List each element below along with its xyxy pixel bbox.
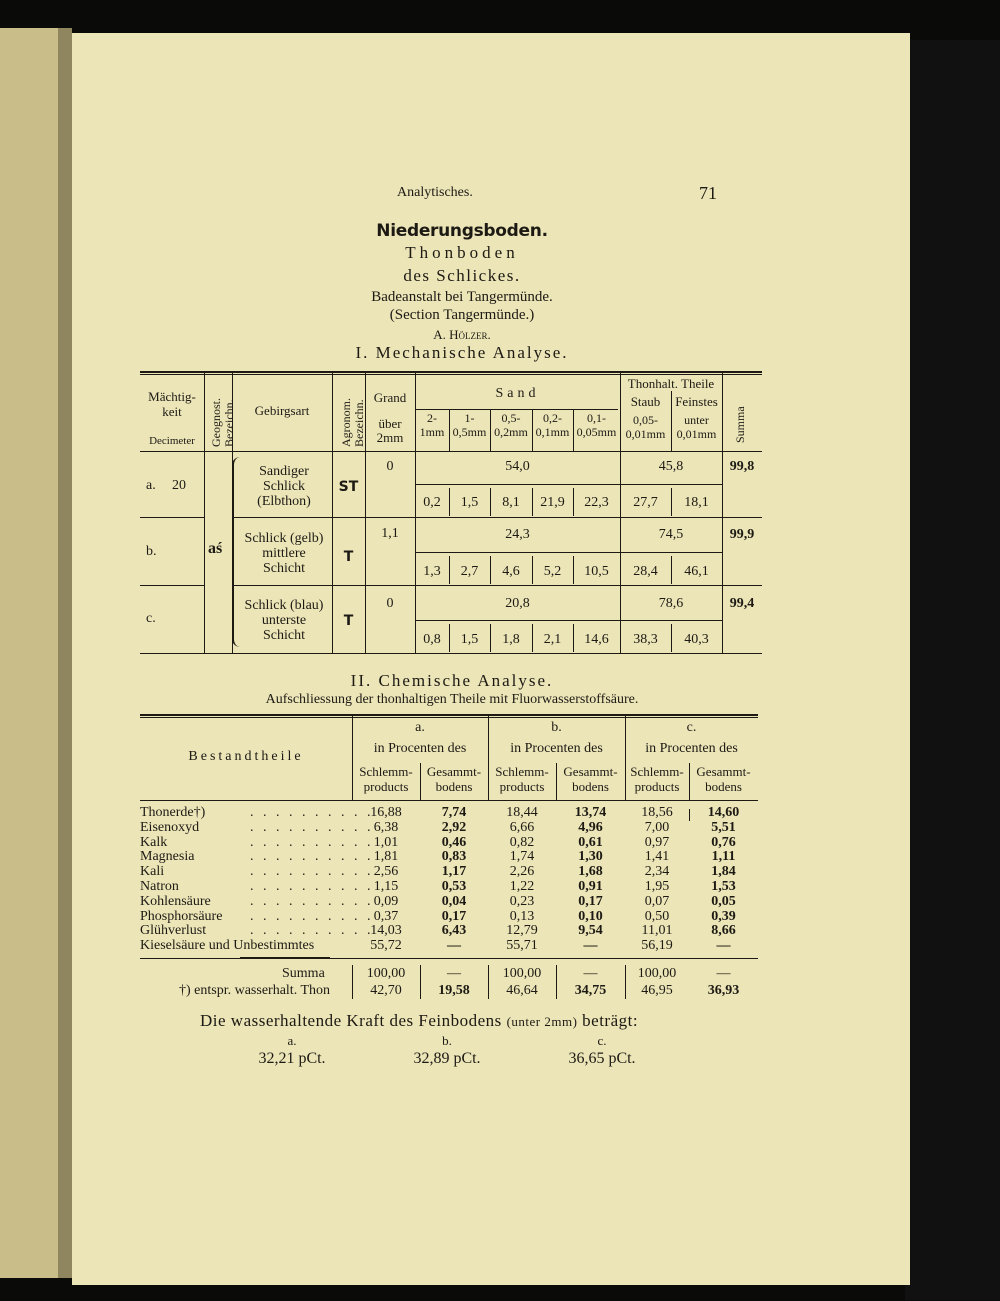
chem-cell: 0,07 (644, 893, 670, 909)
group-c: c. (686, 720, 697, 735)
kraft-sentence-a: Die wasserhaltende Kraft des Feinbodens (200, 1011, 502, 1030)
row-thon-total: 78,6 (658, 596, 684, 611)
col-gebirgsart: Gebirgsart (254, 403, 310, 418)
chem-cell: 0,23 (509, 893, 535, 909)
footnote-label: †) entspr. wasserhalt. Thon (179, 983, 330, 998)
chem-row-name: Natron (140, 879, 179, 894)
col-sand: Sand (495, 386, 540, 401)
row-summa: 99,8 (729, 459, 755, 474)
col-agronom: Agronom. Bezeichn. (339, 398, 366, 447)
book-gutter (58, 28, 72, 1278)
group-sub: in Procenten des (373, 741, 467, 756)
leader-dots: . . . . . . . . . . (250, 908, 374, 924)
sand-cell: 1,5 (460, 632, 479, 647)
chem-cell: 2,92 (441, 819, 467, 835)
chem-cell: 0,37 (373, 908, 399, 924)
chem-cell: 11,01 (641, 923, 673, 939)
kraft-sentence-c: beträgt: (582, 1011, 639, 1030)
geognost-symbol: aś (208, 540, 223, 557)
row-gebirgsart: Schlick (blau) unterste Schicht (244, 598, 324, 643)
chem-row-name: Magnesia (140, 849, 195, 865)
col-staub-sub: 0,05- 0,01mm (625, 413, 666, 441)
author: A. Hölzer. (433, 327, 491, 342)
chem-row-name: Kohlensäure (140, 893, 211, 909)
leader-dots: . . . . . . . . . . (250, 879, 374, 894)
chem-cell: 1,81 (373, 849, 399, 865)
row-thon-total: 45,8 (658, 459, 684, 474)
chem-cell: 2,34 (644, 864, 670, 880)
thon-cell: 46,1 (684, 564, 709, 579)
chem-cell: 0,61 (578, 834, 603, 850)
chem-cell: 13,74 (574, 805, 607, 820)
sub-gesammt: Gesammt- bodens (696, 764, 751, 794)
row-summa: 99,9 (729, 527, 755, 542)
chem-cell: 0,05 (711, 893, 736, 909)
col-staub: Staub (630, 394, 661, 409)
chem-cell: 6,38 (373, 819, 399, 835)
row-label: c. (146, 611, 156, 626)
chem-cell: 0,09 (373, 893, 399, 909)
chem-cell: 16,88 (370, 805, 402, 820)
chem-cell: 1,53 (711, 879, 736, 894)
group-sub: in Procenten des (645, 741, 738, 756)
summa-cell: — (447, 966, 461, 981)
chem-cell: 1,15 (373, 879, 399, 894)
chem-cell: — (716, 938, 731, 954)
row-agronom: T (343, 613, 354, 629)
row-summa: 99,4 (729, 596, 755, 611)
row-agronom: ST (338, 479, 359, 495)
col-feinstes: Feinstes (675, 394, 718, 409)
sand-cell: 0,2 (423, 495, 441, 510)
title-niederungsboden: Niederungsboden. (376, 221, 548, 241)
chem-cell: 1,41 (644, 849, 670, 865)
chem-cell: 0,91 (578, 879, 603, 894)
col-maechtigkeit: Mächtig- keit (148, 389, 196, 419)
kraft-value-b: 32,89 pCt. (413, 1050, 481, 1067)
col-geognost: Geognost. Bezeichn. (209, 398, 236, 447)
group-b: b. (551, 720, 562, 735)
chem-cell: 0,50 (644, 908, 670, 924)
sub-gesammt: Gesammt- bodens (563, 764, 618, 794)
sand-cell: 14,6 (584, 632, 609, 647)
leader-dots: . . . . . . . . . . (250, 923, 374, 939)
sand-cell: 2,7 (460, 564, 479, 579)
col-grand: Grand (373, 390, 407, 405)
sand-cell: 8,1 (502, 495, 520, 510)
thon-cell: 18,1 (684, 495, 709, 510)
summa-label: Summa (282, 966, 325, 981)
chem-cell: 1,68 (578, 864, 603, 880)
chem-heading: II. Chemische Analyse. (350, 671, 554, 690)
section: (Section Tangermünde.) (389, 307, 535, 323)
chem-cell: 1,95 (644, 879, 670, 894)
chem-cell: 2,26 (509, 864, 535, 880)
chem-cell: 0,53 (441, 879, 467, 894)
chem-row-name: Kali (140, 864, 165, 880)
title-des-schlickes: des Schlickes. (403, 266, 521, 285)
group-a: a. (415, 720, 425, 735)
chem-row-name: Kalk (140, 834, 168, 850)
chem-cell: 1,84 (711, 864, 736, 880)
row-label: b. (146, 544, 157, 559)
sand-cell: 1,5 (460, 495, 479, 510)
chem-cell: 14,03 (370, 923, 402, 939)
sand-sub-4: 0,2- 0,1mm (535, 411, 570, 439)
sub-schlemm: Schlemm- products (359, 764, 413, 794)
row-grand: 1,1 (381, 526, 399, 541)
chem-cell: 0,76 (711, 834, 736, 850)
sand-cell: 10,5 (584, 564, 609, 579)
sand-cell: 4,6 (502, 564, 520, 579)
kraft-sentence-b: (unter 2mm) (506, 1014, 578, 1029)
chem-row-name: Glühverlust (140, 923, 207, 939)
chem-cell: 0,46 (441, 834, 467, 850)
thon-cell: 28,4 (633, 564, 658, 579)
sand-cell: 21,9 (540, 495, 565, 510)
sub-schlemm: Schlemm- products (495, 764, 549, 794)
row-grand: 0 (386, 459, 394, 474)
book-page (72, 33, 910, 1285)
book-cover-edge (905, 40, 1000, 1300)
footnote-cell: 36,93 (707, 983, 740, 998)
chem-cell: 0,13 (509, 908, 535, 924)
leader-dots: . . . . . . . . . . (250, 849, 374, 865)
chem-cell: 1,11 (711, 849, 736, 865)
kraft-value-a: 32,21 pCt. (258, 1050, 326, 1067)
col-bestandtheile: Bestandtheile (188, 749, 304, 764)
kraft-sentence (200, 1011, 638, 1031)
sub-gesammt: Gesammt- bodens (426, 764, 482, 794)
sand-sub-3: 0,5- 0,2mm (494, 411, 528, 439)
chem-cell: 0,39 (711, 908, 736, 924)
col-grand-sub: über 2mm (376, 416, 404, 445)
sand-cell: 1,8 (502, 632, 520, 647)
kraft-label-a: a. (287, 1033, 297, 1048)
col-decimeter: Decimeter (149, 435, 195, 447)
chem-cell: 55,71 (506, 938, 538, 954)
footnote-cell: 46,64 (506, 983, 538, 998)
sand-cell: 5,2 (543, 564, 562, 579)
footnote-cell: 34,75 (574, 983, 607, 998)
sand-cell: 1,3 (423, 564, 441, 579)
chem-cell: 0,82 (509, 834, 535, 850)
leader-dots: . . . . . . . . . . (250, 893, 374, 909)
summa-cell: 100,00 (366, 966, 406, 981)
chem-cell: 55,72 (370, 938, 402, 954)
chem-cell: 9,54 (578, 923, 603, 939)
chem-cell: 0,97 (644, 834, 670, 850)
chem-cell: — (447, 938, 461, 954)
leader-dots: . . . . . . . . . . (250, 864, 374, 880)
chem-cell: 1,01 (373, 834, 399, 850)
chem-cell: 1,17 (441, 864, 467, 880)
thon-cell: 38,3 (633, 632, 658, 647)
sand-cell: 2,1 (543, 632, 562, 647)
title-thonboden: Thonboden (405, 243, 519, 262)
mech-heading: I. Mechanische Analyse. (355, 343, 569, 362)
leader-dots: . . . . . . . . . . (250, 805, 374, 820)
row-grand: 0 (386, 596, 394, 611)
chem-cell: 0,04 (441, 893, 467, 909)
col-feinstes-sub: unter 0,01mm (676, 413, 717, 441)
page-number: 71 (699, 183, 717, 203)
sub-schlemm: Schlemm- products (630, 764, 684, 794)
sand-cell: 22,3 (584, 495, 609, 510)
summa-cell: — (583, 966, 598, 981)
chem-row-name: Kieselsäure und Unbestimmtes (140, 938, 315, 954)
sand-sub-2: 1- 0,5mm (452, 411, 487, 439)
sand-cell: 0,8 (423, 632, 441, 647)
row-label: a. (146, 478, 156, 493)
leader-dots: . . . . . . . . . . (250, 819, 374, 835)
chem-cell: 6,66 (509, 819, 535, 835)
chem-row-name: Phosphorsäure (140, 908, 223, 924)
kraft-value-c: 36,65 pCt. (568, 1050, 636, 1067)
footnote-cell: 46,95 (641, 983, 673, 998)
row-sand-total: 20,8 (505, 596, 530, 611)
summa-cell: — (716, 966, 731, 981)
chem-cell: 8,66 (711, 923, 736, 939)
chem-cell: 2,56 (373, 864, 399, 880)
row-sand-total: 24,3 (505, 527, 530, 542)
chem-row-name: Eisenoxyd (140, 819, 200, 835)
chem-cell: — (583, 938, 598, 954)
chem-subheading: Aufschliessung der thonhaltigen Theile mit Fluorwasserstoffsäure. (265, 692, 639, 707)
chem-cell: 6,43 (441, 923, 467, 939)
chem-cell: 18,44 (506, 805, 538, 820)
summa-cell: 100,00 (637, 966, 677, 981)
footnote-cell: 19,58 (438, 983, 470, 998)
chem-cell: 1,22 (509, 879, 535, 894)
sand-sub-5: 0,1- 0,05mm (576, 411, 617, 439)
row-thon-total: 74,5 (658, 527, 684, 542)
thon-cell: 27,7 (633, 495, 658, 510)
chem-cell: 1,30 (578, 849, 603, 865)
running-title: Analytisches. (397, 185, 473, 200)
row-agronom: T (343, 549, 354, 565)
chem-cell: 4,96 (578, 819, 603, 835)
row-sand-total: 54,0 (505, 459, 530, 474)
chem-cell: 0,17 (578, 893, 603, 909)
col-summa: Summa (733, 406, 747, 443)
leader-dots: . . . . . . . . . . (250, 834, 374, 850)
chem-cell: 0,17 (441, 908, 467, 924)
row-gebirgsart: Schlick (gelb) mittlere Schicht (244, 531, 324, 576)
chem-cell: 56,19 (641, 938, 673, 954)
col-thon: Thonhalt. Theile (627, 376, 715, 391)
chem-cell: 7,00 (644, 819, 670, 835)
row-gebirgsart: Sandiger Schlick (Elbthon) (257, 464, 311, 509)
summa-cell: 100,00 (502, 966, 542, 981)
chem-cell: 1,74 (509, 849, 535, 865)
group-sub: in Procenten des (510, 741, 603, 756)
chem-cell: 18,56 (641, 805, 673, 820)
kraft-label-b: b. (442, 1033, 452, 1048)
thon-cell: 40,3 (684, 632, 709, 647)
chem-cell: 7,74 (441, 805, 467, 820)
chem-cell: 0,10 (578, 908, 603, 924)
chem-cell: 14,60 (707, 805, 740, 820)
location: Badeanstalt bei Tangermünde. (371, 289, 553, 305)
row-depth: 20 (172, 478, 186, 493)
kraft-label-c: c. (597, 1033, 607, 1048)
chem-row-name: Thonerde†) (140, 805, 206, 820)
chem-cell: 0,83 (441, 849, 467, 865)
sand-sub-1: 2- 1mm (419, 411, 445, 439)
footnote-cell: 42,70 (370, 983, 402, 998)
chem-cell: 5,51 (711, 819, 736, 835)
chem-cell: 12,79 (506, 923, 538, 939)
